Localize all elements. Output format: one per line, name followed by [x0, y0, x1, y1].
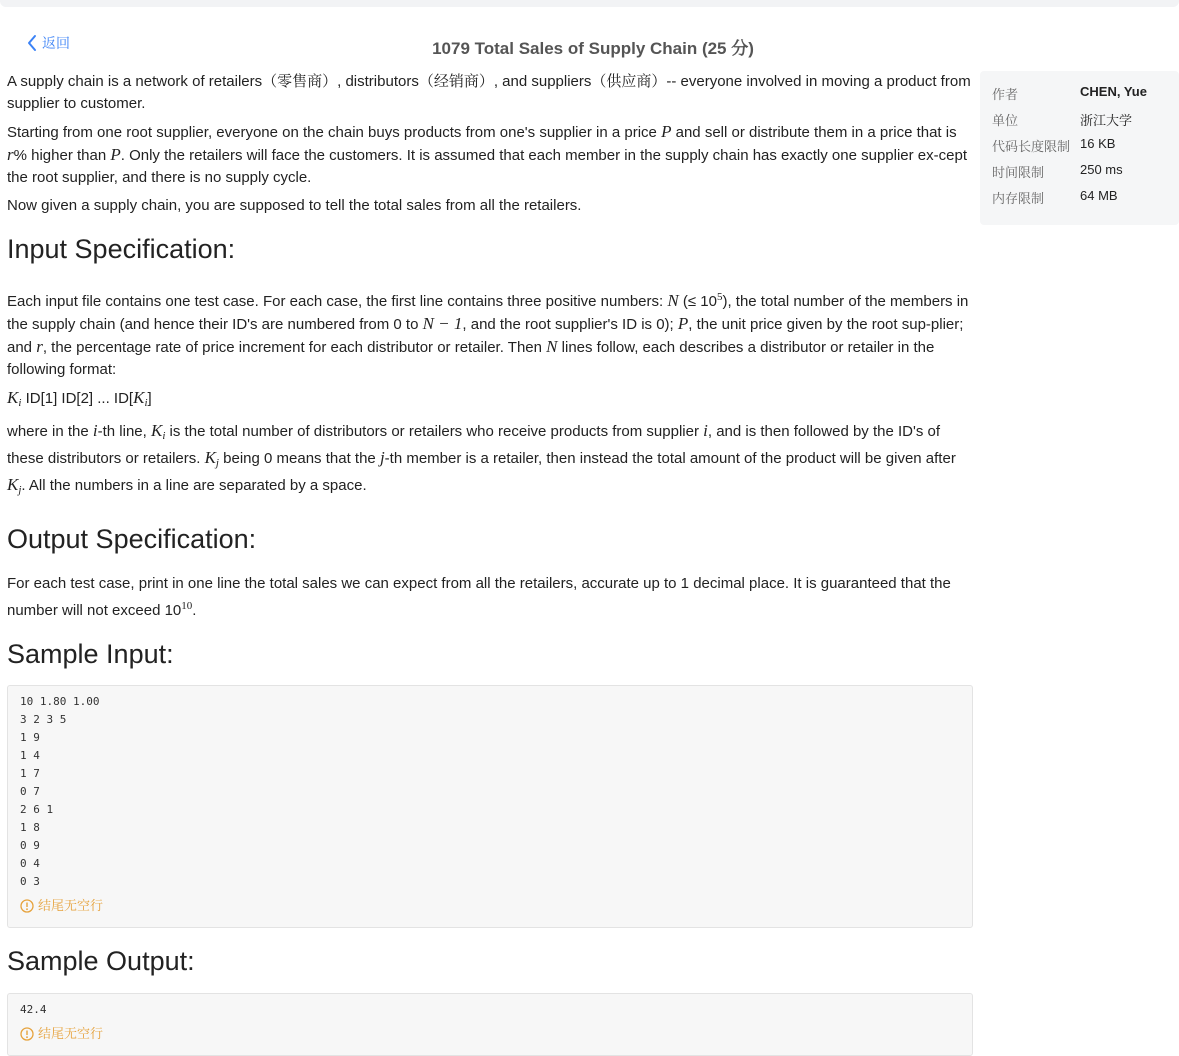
sample-input-note: 结尾无空行 — [20, 895, 960, 917]
sample-output-note: 结尾无空行 — [20, 1023, 960, 1045]
input-detail-paragraph: where in the i-th line, $K_i$ is the total number of distributors or retailers who receive products from supplier i, and is then followed by the ID's of these distributors or retailers. $K_j$ being 0 means that the j-th member is a retailer, then instead the total amount of the product will be given after $K_j$. All the numbers in a line are separated by a space. — [7, 421, 956, 496]
output-spec-paragraph: For each test case, print in one line the total sales we can expect from all the retailers, accurate up to 1 decimal place. It is guaranteed that the number will not exceed $10^{10}$. — [7, 575, 951, 619]
input-spec-paragraph: Each input file contains one test case. For each case, the first line contains three positive numbers: N (≤ $10^5$), the total number of the members in the supply chain (and hence their ID's are numbered from 0 to N − 1, and the root supplier's ID is 0); P, the unit price given by the root sup-plier; and r, the percentage rate of price increment for each distributor or retailer. Then N lines follow, each describes a distributor or retailer in the following format: — [7, 291, 969, 378]
sample-output-heading: Sample Output: — [7, 946, 195, 976]
info-author: 作者 CHEN, Yue — [992, 84, 1147, 102]
warning-circle-icon — [20, 899, 34, 913]
sample-input-code[interactable]: 10 1.80 1.00 3 2 3 5 1 9 1 4 1 7 0 7 2 6 1 1 8 0 9 0 4 0 3 — [20, 695, 100, 888]
sample-output-box[interactable] — [7, 993, 973, 1056]
warning-circle-icon — [20, 1027, 34, 1041]
info-unit: 单位 浙江大学 — [992, 113, 1133, 128]
problem-info-panel — [980, 71, 1179, 225]
sample-input-box[interactable] — [7, 685, 973, 928]
problem-body — [7, 71, 973, 1056]
info-memory-limit: 内存限制 64 MB — [992, 188, 1118, 206]
back-label: 返回 — [42, 35, 70, 51]
input-format-line: $K_i$ ID[1] ID[2] ... $ID[K_i]$ — [7, 388, 152, 409]
info-time-limit: 时间限制 250 ms — [992, 162, 1123, 180]
intro-paragraph: A supply chain is a network of retailers（零售商）, distributors（经销商）, and suppliers（供应商）-- everyone involved in moving a product from supplier to customer. — [7, 73, 971, 112]
input-spec-heading: Input Specification: — [7, 234, 236, 264]
output-spec-heading: Output Specification: — [7, 524, 257, 554]
top-band — [0, 0, 1179, 7]
info-code-limit: 代码长度限制 16 KB — [992, 136, 1116, 154]
task-paragraph: Now given a supply chain, you are supposed to tell the total sales from all the retailers. — [7, 197, 582, 214]
problem-title: 1079 Total Sales of Supply Chain (25 分) — [432, 39, 754, 58]
sample-output-code[interactable]: 42.4 — [20, 1003, 47, 1016]
pricing-paragraph: Starting from one root supplier, everyone on the chain buys products from one's supplier in a price P and sell or distribute them in a price that is r% higher than P. Only the retailers will face the customers. It is assumed that each member in the supply chain has exactly one supplier ex-cept the root supplier, and there is no supply cycle. — [7, 122, 967, 186]
sample-input-heading: Sample Input: — [7, 639, 174, 669]
